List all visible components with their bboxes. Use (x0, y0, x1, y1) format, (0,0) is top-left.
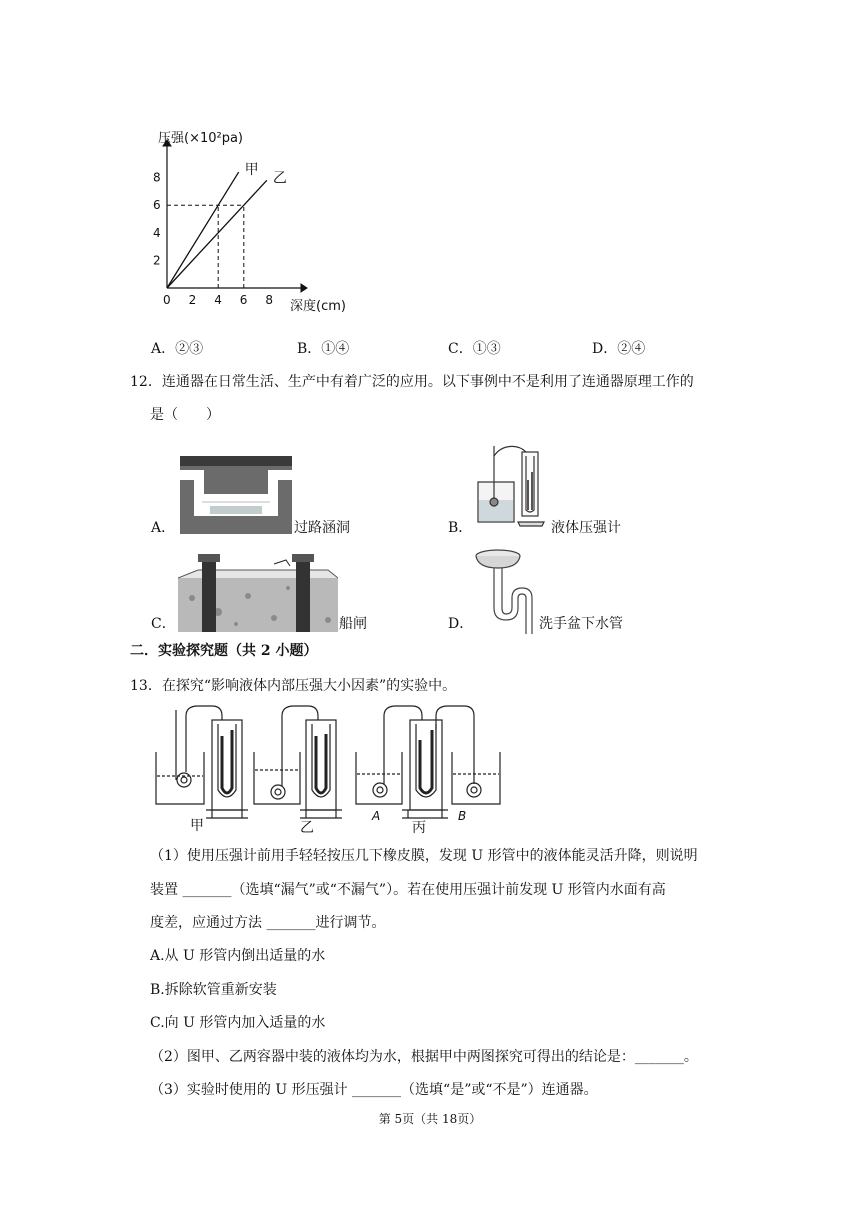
q12-option-d-caption: 洗手盆下水管 (539, 616, 623, 632)
q11-option-c (448, 338, 501, 358)
q12-option-b-letter: B． (448, 520, 473, 536)
q12-option-c-letter: C． (151, 616, 176, 632)
pressure-depth-chart (140, 120, 380, 320)
q11-option-d-text: ②④ (617, 341, 646, 357)
q13-part2: （2）图甲、乙两容器中装的液体均为水，根据甲中两图探究可得出的结论是：_______。 (150, 1049, 698, 1065)
q12-option-d-letter: D． (448, 616, 474, 632)
fig-label-a: A (372, 809, 381, 823)
page-footer: 第 5页（共 18页） (378, 1112, 482, 1126)
x-tick-label: 4 (214, 293, 222, 307)
q13-part1-line2: 装置 _______（选填“漏气”或“不漏气”）。若在使用压强计前发现 U 形管内水面有高 (150, 882, 666, 898)
x-tick-label: 0 (163, 293, 171, 307)
q13-choice-a: A.从 U 形管内倒出适量的水 (150, 948, 326, 964)
q11-option-a-text: ②③ (175, 341, 204, 357)
q12-option-c-caption: 船闸 (339, 616, 367, 632)
q12-stem-line1: 12．连通器在日常生活、生产中有着广泛的应用。以下事例中不是利用了连通器原理工作的 (130, 374, 694, 390)
ship-lock-image (178, 548, 338, 632)
q12-option-a-caption: 过路涵洞 (294, 520, 350, 536)
q11-option-b-text: ①④ (321, 341, 350, 357)
q11-option-b (297, 338, 349, 358)
series-line-jia (167, 172, 239, 288)
y-tick-label: 8 (153, 170, 161, 185)
pressure-gauge-image (472, 442, 550, 530)
experiment-figure (150, 700, 510, 840)
q13-stem: 13．在探究“影响液体内部压强大小因素”的实验中。 (130, 678, 457, 694)
q11-option-b-letter: B． (297, 341, 322, 357)
culvert-image (180, 456, 292, 534)
q11-option-d (592, 338, 645, 358)
chart-xlabel: 深度(cm) (290, 299, 346, 314)
fig-label-jia: 甲 (190, 818, 204, 834)
x-axis-arrow (301, 284, 307, 292)
y-tick-label: 2 (153, 253, 161, 268)
q11-option-c-text: ①③ (472, 341, 501, 357)
fig-label-yi: 乙 (300, 820, 314, 836)
x-tick-label: 6 (239, 293, 248, 307)
q13-part1-line1: （1）使用压强计前用手轻轻按压几下橡皮膜，发现 U 形管中的液体能灵活升降，则说明 (150, 848, 698, 864)
q12-option-a-letter: A． (151, 520, 176, 536)
q11-option-d-letter: D． (592, 341, 618, 357)
q13-choice-c: C.向 U 形管内加入适量的水 (150, 1015, 326, 1031)
section-heading: 二．实验探究题（共 2 小题） (130, 643, 318, 659)
q13-choice-b: B.拆除软管重新安装 (150, 982, 277, 998)
y-tick-label: 4 (153, 225, 161, 240)
q11-option-a-letter: A． (151, 341, 176, 357)
q12-stem-line2: 是（ ） (150, 407, 220, 423)
x-tick-label: 2 (188, 293, 197, 307)
q13-part3: （3）实验时使用的 U 形压强计 _______（选填“是”或“不是”）连通器。 (150, 1082, 598, 1098)
series-line-yi (167, 180, 267, 288)
x-tick-label: 8 (265, 293, 274, 307)
chart-ylabel: 压强(×10²pa) (158, 131, 244, 146)
q13-part1-line3: 度差，应通过方法 _______进行调节。 (150, 915, 386, 931)
q11-option-c-letter: C． (448, 341, 473, 357)
q11-option-a (151, 338, 203, 358)
y-tick-label: 6 (153, 198, 161, 213)
series-label: 甲 (244, 162, 259, 179)
fig-label-bing: 丙 (412, 820, 426, 836)
basin-drain-image (472, 548, 538, 634)
q12-option-b-caption: 液体压强计 (551, 520, 621, 536)
series-label: 乙 (272, 170, 287, 187)
fig-label-b: B (458, 809, 467, 823)
